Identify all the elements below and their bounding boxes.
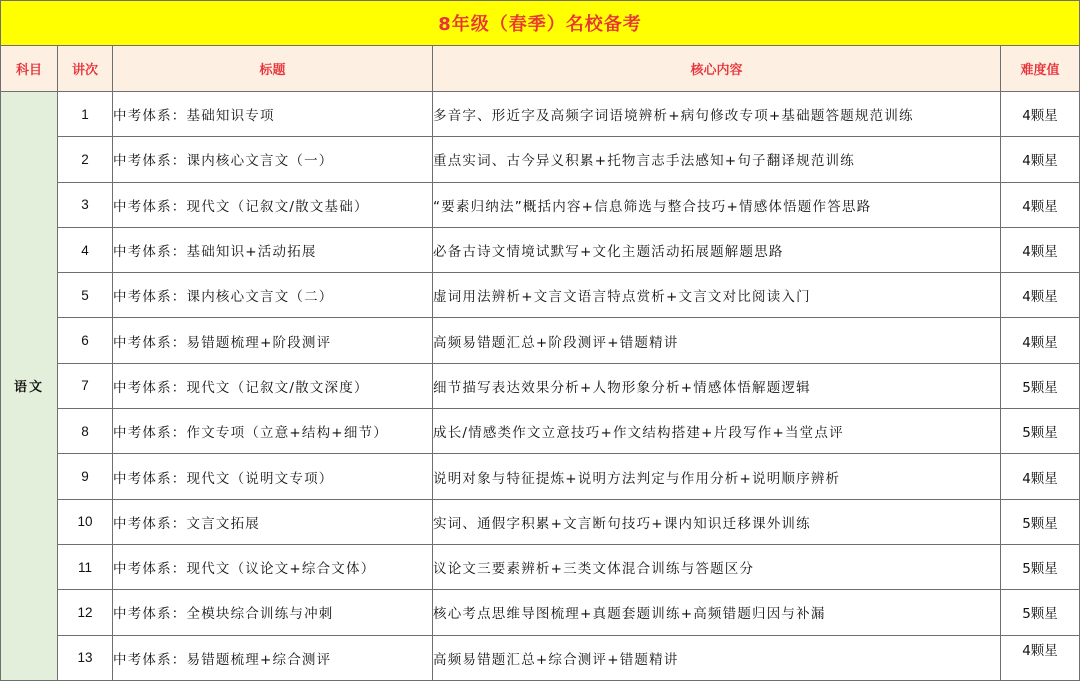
- lesson-number-cell: 2: [58, 137, 113, 182]
- table-row: [1, 409, 1080, 454]
- difficulty-cell: 4颗星: [1001, 227, 1080, 272]
- topic-cell: 中考体系：课内核心文言文（一）: [113, 137, 433, 182]
- lesson-number-cell: 4: [58, 227, 113, 272]
- header-row: [1, 46, 1080, 92]
- topic-cell: 中考体系：易错题梳理+阶段测评: [113, 318, 433, 363]
- table-title: 8年级（春季）名校备考: [1, 1, 1080, 46]
- content-cell: 实词、通假字积累+文言断句技巧+课内知识迁移课外训练: [433, 499, 1001, 544]
- table-row: [1, 499, 1080, 544]
- topic-cell: 中考体系：文言文拓展: [113, 499, 433, 544]
- content-cell: 细节描写表达效果分析+人物形象分析+情感体悟解题逻辑: [433, 363, 1001, 408]
- topic-cell: 中考体系：现代文（说明文专项）: [113, 454, 433, 499]
- header-content: 核心内容: [433, 46, 1001, 92]
- content-cell: “要素归纳法”概括内容+信息筛选与整合技巧+情感体悟题作答思路: [433, 182, 1001, 227]
- difficulty-cell: 4颗星: [1001, 182, 1080, 227]
- lesson-number-cell: 12: [58, 590, 113, 635]
- subject-cell: 语文: [1, 92, 58, 681]
- topic-cell: 中考体系：基础知识+活动拓展: [113, 227, 433, 272]
- difficulty-cell: 5颗星: [1001, 590, 1080, 635]
- header-topic: 标题: [113, 46, 433, 92]
- lesson-number-cell: 13: [58, 635, 113, 680]
- topic-cell: 中考体系：基础知识专项: [113, 92, 433, 137]
- lesson-number-cell: 3: [58, 182, 113, 227]
- content-cell: 必备古诗文情境试默写+文化主题活动拓展题解题思路: [433, 227, 1001, 272]
- content-cell: 说明对象与特征提炼+说明方法判定与作用分析+说明顺序辨析: [433, 454, 1001, 499]
- table-row: [1, 635, 1080, 680]
- content-cell: 高频易错题汇总+阶段测评+错题精讲: [433, 318, 1001, 363]
- topic-cell: 中考体系：课内核心文言文（二）: [113, 273, 433, 318]
- difficulty-cell: 4颗星: [1001, 273, 1080, 318]
- lesson-number-cell: 11: [58, 544, 113, 589]
- difficulty-cell: 4颗星: [1001, 454, 1080, 499]
- lesson-number-cell: 6: [58, 318, 113, 363]
- topic-cell: 中考体系：易错题梳理+综合测评: [113, 635, 433, 680]
- lesson-number-cell: 5: [58, 273, 113, 318]
- topic-cell: 中考体系：现代文（记叙文/散文基础）: [113, 182, 433, 227]
- topic-cell: 中考体系：现代文（议论文+综合文体）: [113, 544, 433, 589]
- difficulty-cell: 5颗星: [1001, 409, 1080, 454]
- table-row: [1, 227, 1080, 272]
- table-row: [1, 182, 1080, 227]
- table-row: [1, 544, 1080, 589]
- lesson-number-cell: 1: [58, 92, 113, 137]
- header-subject: 科目: [1, 46, 58, 92]
- content-cell: 重点实词、古今异义积累+托物言志手法感知+句子翻译规范训练: [433, 137, 1001, 182]
- lesson-number-cell: 7: [58, 363, 113, 408]
- content-cell: 多音字、形近字及高频字词语境辨析+病句修改专项+基础题答题规范训练: [433, 92, 1001, 137]
- table-row: [1, 273, 1080, 318]
- content-cell: 成长/情感类作文立意技巧+作文结构搭建+片段写作+当堂点评: [433, 409, 1001, 454]
- table-row: [1, 137, 1080, 182]
- difficulty-cell: 4颗星: [1001, 635, 1080, 680]
- topic-cell: 中考体系：作文专项（立意+结构+细节）: [113, 409, 433, 454]
- table-row: [1, 92, 1080, 137]
- table-row: [1, 363, 1080, 408]
- content-cell: 核心考点思维导图梳理+真题套题训练+高频错题归因与补漏: [433, 590, 1001, 635]
- content-cell: 虚词用法辨析+文言文语言特点赏析+文言文对比阅读入门: [433, 273, 1001, 318]
- content-cell: 议论文三要素辨析+三类文体混合训练与答题区分: [433, 544, 1001, 589]
- content-cell: 高频易错题汇总+综合测评+错题精讲: [433, 635, 1001, 680]
- topic-cell: 中考体系：现代文（记叙文/散文深度）: [113, 363, 433, 408]
- difficulty-cell: 4颗星: [1001, 318, 1080, 363]
- header-difficulty: 难度值: [1001, 46, 1080, 92]
- table-row: [1, 454, 1080, 499]
- difficulty-cell: 4颗星: [1001, 92, 1080, 137]
- lesson-number-cell: 10: [58, 499, 113, 544]
- topic-cell: 中考体系：全模块综合训练与冲刺: [113, 590, 433, 635]
- lesson-number-cell: 8: [58, 409, 113, 454]
- table-row: [1, 318, 1080, 363]
- difficulty-cell: 5颗星: [1001, 544, 1080, 589]
- difficulty-cell: 5颗星: [1001, 499, 1080, 544]
- lesson-number-cell: 9: [58, 454, 113, 499]
- difficulty-cell: 4颗星: [1001, 137, 1080, 182]
- difficulty-cell: 5颗星: [1001, 363, 1080, 408]
- table-row: [1, 590, 1080, 635]
- header-lesson: 讲次: [58, 46, 113, 92]
